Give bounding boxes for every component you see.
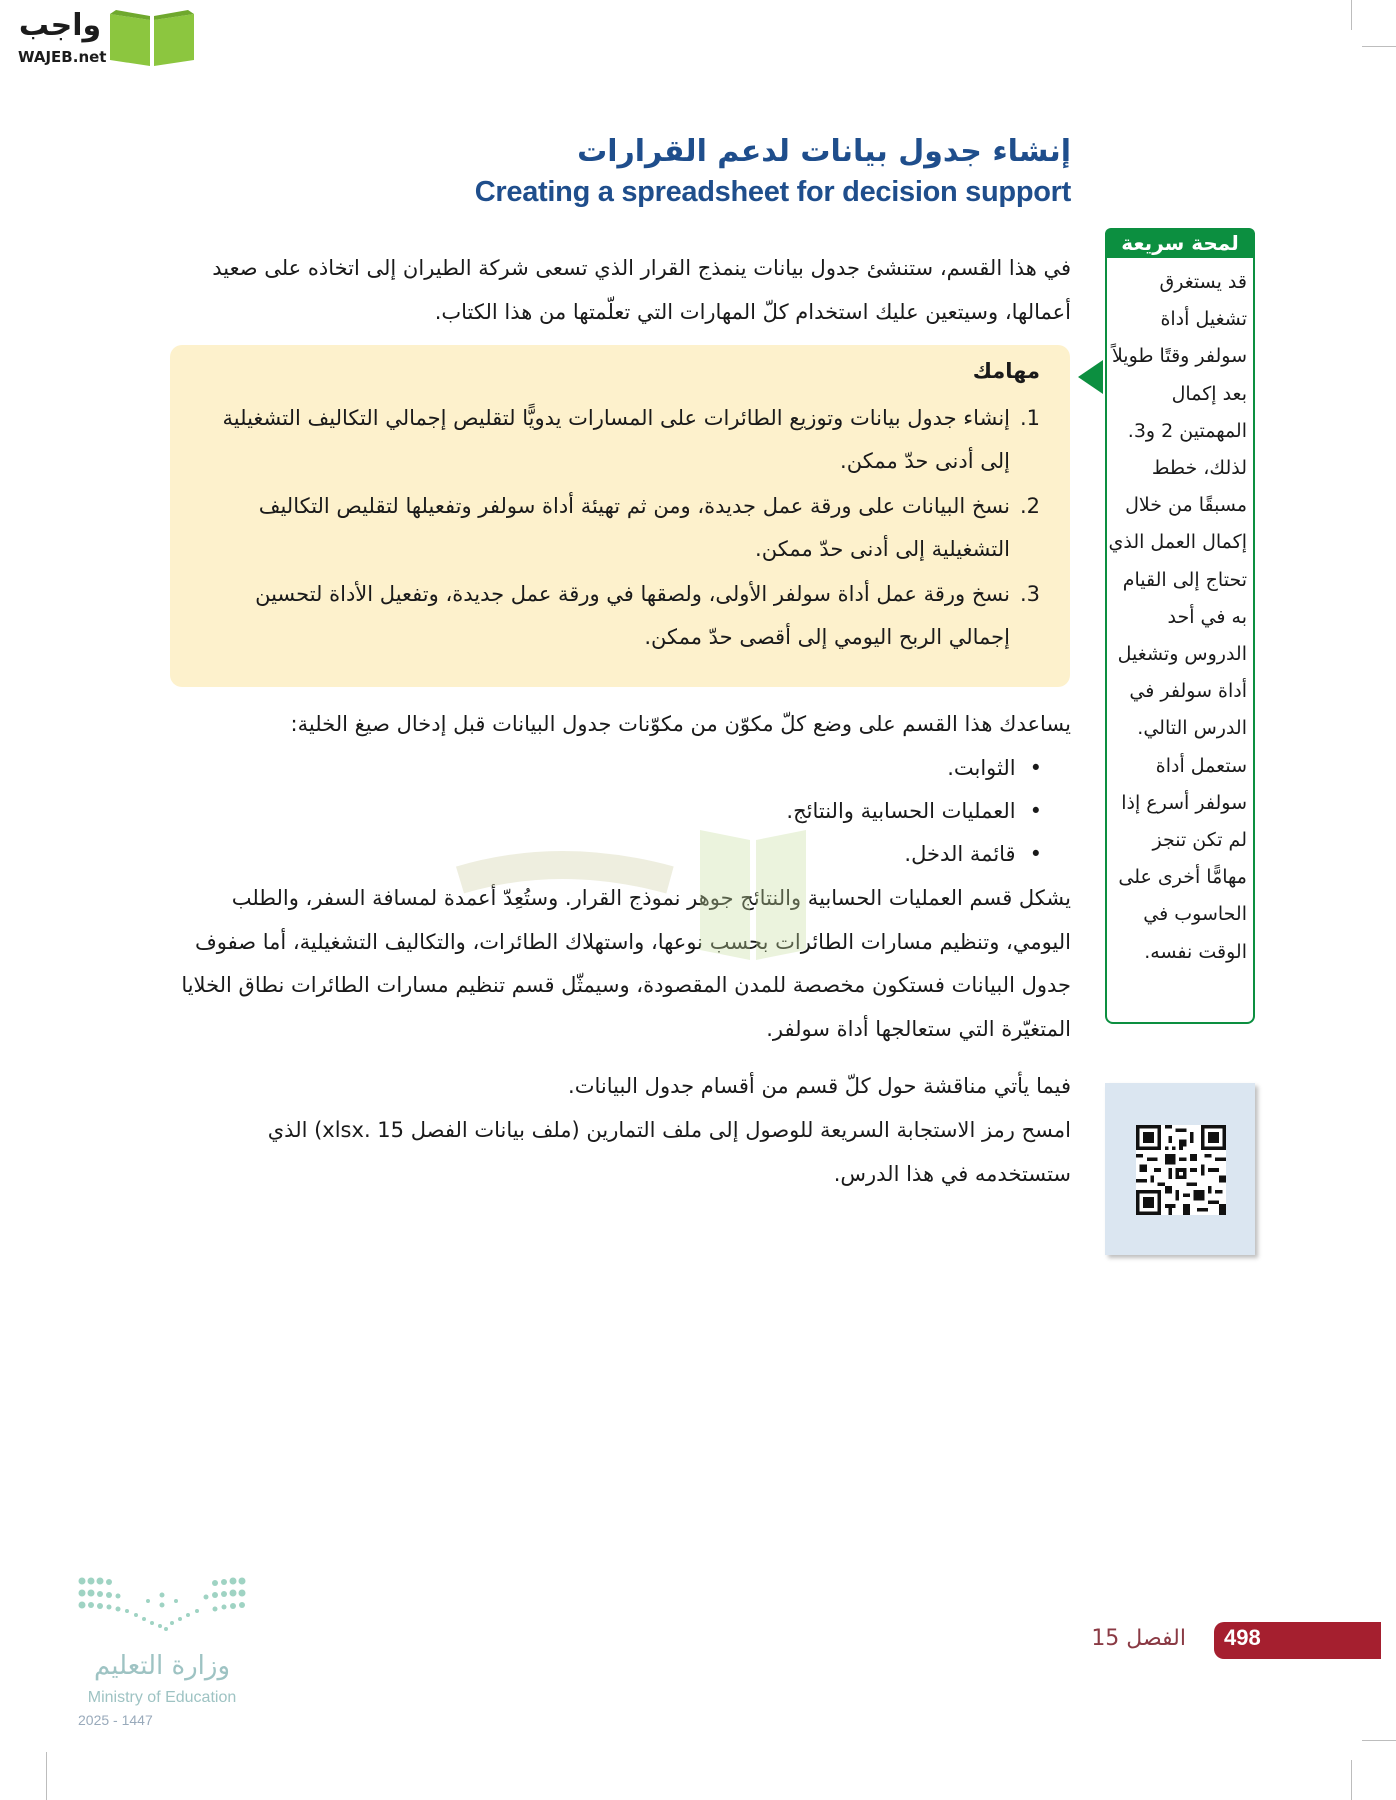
logo-word: واجب <box>18 8 102 43</box>
helps-paragraph: يساعدك هذا القسم على وضع كلّ مكوّن من مكوّنات جدول البيانات قبل إدخال صيغ الخلية: <box>290 712 1071 736</box>
ministry-name-arabic: وزارة التعليم <box>93 1651 231 1681</box>
qr-card[interactable] <box>1105 1083 1255 1255</box>
task-text: إنشاء جدول بيانات وتوزيع الطائرات على المسارات يدويًّا لتقليص إجمالي التكاليف التشغيلية إلى أدنى حدّ ممكن. <box>222 406 1010 473</box>
task-number: 1. <box>1019 406 1040 430</box>
task-number: 3. <box>1019 582 1040 606</box>
crop-mark <box>1362 1740 1396 1741</box>
ministry-name-english: Ministry of Education <box>87 1689 237 1706</box>
page-title-english: Creating a spreadsheet for decision support <box>474 176 1071 208</box>
crop-mark <box>46 1752 47 1800</box>
task-text: نسخ ورقة عمل أداة سولفر الأولى، ولصقها في ورقة عمل جديدة، وتفعيل الأداة لتحسين إجمالي الربح اليومي إلى أقصى حدّ ممكن. <box>255 582 1010 649</box>
sidebar-text: قد يستغرق تشغيل أداة سولفر وقتًا طويلاً بعد إكمال المهمتين 2 و3. لذلك، خطط مسبقًا من خلال إكمال العمل الذي تحتاج إلى القيام به في أحد الدروس وتشغيل أداة سولفر في الدرس التالي. ستعمل أداة سولفر أسرع إذا لم تكن تنجز مهامًّا أخرى على الحاسوب في الوقت نفسه. <box>1108 271 1247 963</box>
sidebar-title: لمحة سريعة <box>1105 228 1255 258</box>
page-number-bar <box>1214 1622 1381 1659</box>
calculations-paragraph: يشكل قسم العمليات الحسابية والنتائج جوهر نموذج القرار. وستُعِدّ أعمدة لمسافة السفر، والطلب اليومي، وتنظيم مسارات الطائرات بحسب نوعها، واستهلاك الطائرات، والتكاليف التشغيلية، أما صفوف جدول البيانات فستكون مخصصة للمدن المقصودة، وسيمثّل قسم تنظيم مسارات الطائرات نطاق الخلايا المتغيّرة التي ستعالجها أداة سولفر. <box>181 886 1071 1041</box>
task-text: نسخ البيانات على ورقة عمل جديدة، ومن ثم تهيئة أداة سولفر وتفعيلها لتقليص التكاليف التشغيلية إلى أدنى حدّ ممكن. <box>258 494 1010 561</box>
crop-mark <box>1351 0 1352 30</box>
crop-mark <box>1362 46 1396 47</box>
wajeb-logo[interactable] <box>10 6 190 70</box>
tasks-box <box>170 345 1070 687</box>
sidebar-pointer-icon <box>1078 360 1103 394</box>
chapter-label: الفصل 15 <box>1091 1626 1186 1651</box>
discussion-paragraph: فيما يأتي مناقشة حول كلّ قسم من أقسام جدول البيانات. <box>568 1074 1071 1098</box>
bullet-item: • قائمة الدخل. <box>904 833 1042 876</box>
qr-code-icon[interactable] <box>1136 1125 1226 1215</box>
book-icon <box>106 6 198 68</box>
task-item <box>220 397 1040 483</box>
task-item <box>220 485 1040 571</box>
bullet-item: • العمليات الحسابية والنتائج. <box>786 790 1042 833</box>
bullet-item: • الثوابت. <box>947 747 1042 790</box>
intro-paragraph: في هذا القسم، ستنشئ جدول بيانات ينمذج القرار الذي تسعى شركة الطيران إلى اتخاذه على صعيد أعمالها، وسيتعين عليك استخدام كلّ المهارات التي تعلّمتها من هذا الكتاب. <box>212 256 1071 324</box>
ministry-year: 2025 - 1447 <box>78 1712 153 1728</box>
sidebar-box <box>1105 258 1255 1024</box>
crop-mark <box>1351 1760 1352 1800</box>
tasks-title: مهامك <box>972 359 1040 383</box>
page-number: 498 <box>1224 1625 1261 1650</box>
page-title-arabic: إنشاء جدول بيانات لدعم القرارات <box>577 134 1071 169</box>
qr-instruction-paragraph: امسح رمز الاستجابة السريعة للوصول إلى ملف التمارين (ملف بيانات الفصل 15 .xlsx) الذي ستستخدمه في هذا الدرس. <box>267 1118 1071 1186</box>
ministry-dots-icon <box>76 1575 248 1639</box>
task-number: 2. <box>1019 494 1040 518</box>
task-item <box>220 573 1040 659</box>
logo-site: WAJEB.net <box>18 48 107 66</box>
ministry-logo <box>76 1575 256 1735</box>
